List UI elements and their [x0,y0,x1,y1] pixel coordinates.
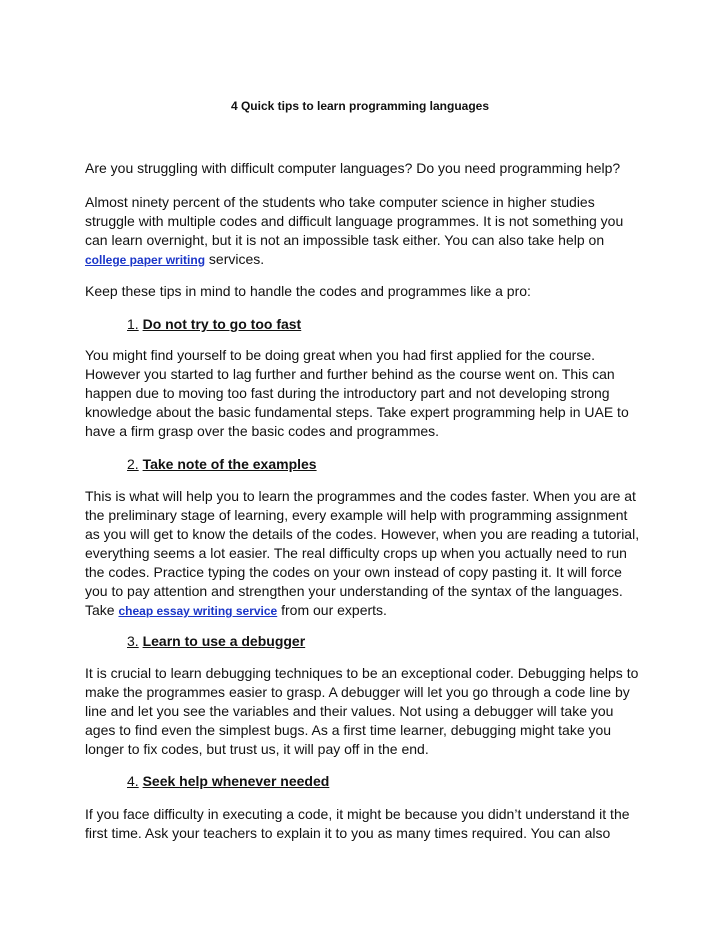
intro-paragraph-1: Are you struggling with difficult computer languages? Do you need programming help? [85,160,621,176]
tip-2-number: 2. [127,456,139,472]
tip-2-body-text: This is what will help you to learn the programmes and the codes faster. When you are at the preliminary stage of learning, every example will help with programming assignment as you will get to know the details of the codes. However, when you are reading a tutorial, everything seems a lot easier. The real difficulty crops up when you actually need to run the codes. Practice typing the codes on your own instead of copy pasting it. It will force you to pay attention and strengthen your understanding of the syntax of the languages. Take [85,488,640,618]
tip-3-number: 3. [127,633,139,649]
college-paper-writing-link[interactable]: college paper writing [85,253,206,267]
tip-4-heading [127,772,329,791]
cheap-essay-writing-service-link[interactable]: cheap essay writing service [118,604,278,618]
intro-paragraph-2-tail: services. [205,251,265,267]
tip-1-body: You might find yourself to be doing great when you had first applied for the course. However you started to lag further and further behind as the course went on. This can happen due to moving too fast during the introductory part and not developing strong knowledge about the basic fundamental steps. Take expert programming help in UAE to have a firm grasp over the basic codes and programmes. [85,347,629,439]
tip-4-title: Seek help whenever needed [142,773,330,789]
tip-2-body [85,487,645,621]
tip-3-title: Learn to use a debugger [142,633,306,649]
tip-2-body-tail: from our experts. [277,602,387,618]
intro-paragraph-2 [85,193,645,270]
tip-4-number: 4. [127,773,139,789]
tip-2-title: Take note of the examples [142,456,317,472]
tip-4-body: If you face difficulty in executing a code, it might be because you didn’t understand it the first time. Ask your teachers to explain it to you as many times required. You can also [85,806,630,841]
tip-2-heading [127,455,317,474]
document-title: 4 Quick tips to learn programming languages [230,99,490,113]
intro-paragraph-3: Keep these tips in mind to handle the codes and programmes like a pro: [85,283,531,299]
tip-1-heading [127,315,301,334]
tip-1-title: Do not try to go too fast [142,316,302,332]
tip-3-heading [127,632,305,651]
tip-3-body: It is crucial to learn debugging techniques to be an exceptional coder. Debugging helps to make the programmes easier to grasp. A debugger will let you go through a code line by line and let you see the variables and their values. Not using a debugger will take you ages to find even the simplest bugs. As a first time learner, debugging might take you longer to fix codes, but trust us, it will pay off in the end. [85,665,639,757]
tip-1-number: 1. [127,316,139,332]
intro-paragraph-2-text: Almost ninety percent of the students who take computer science in higher studies struggle with multiple codes and difficult language programmes. It is not something you can learn overnight, but it is not an impossible task either. You can also take help on [85,194,624,248]
